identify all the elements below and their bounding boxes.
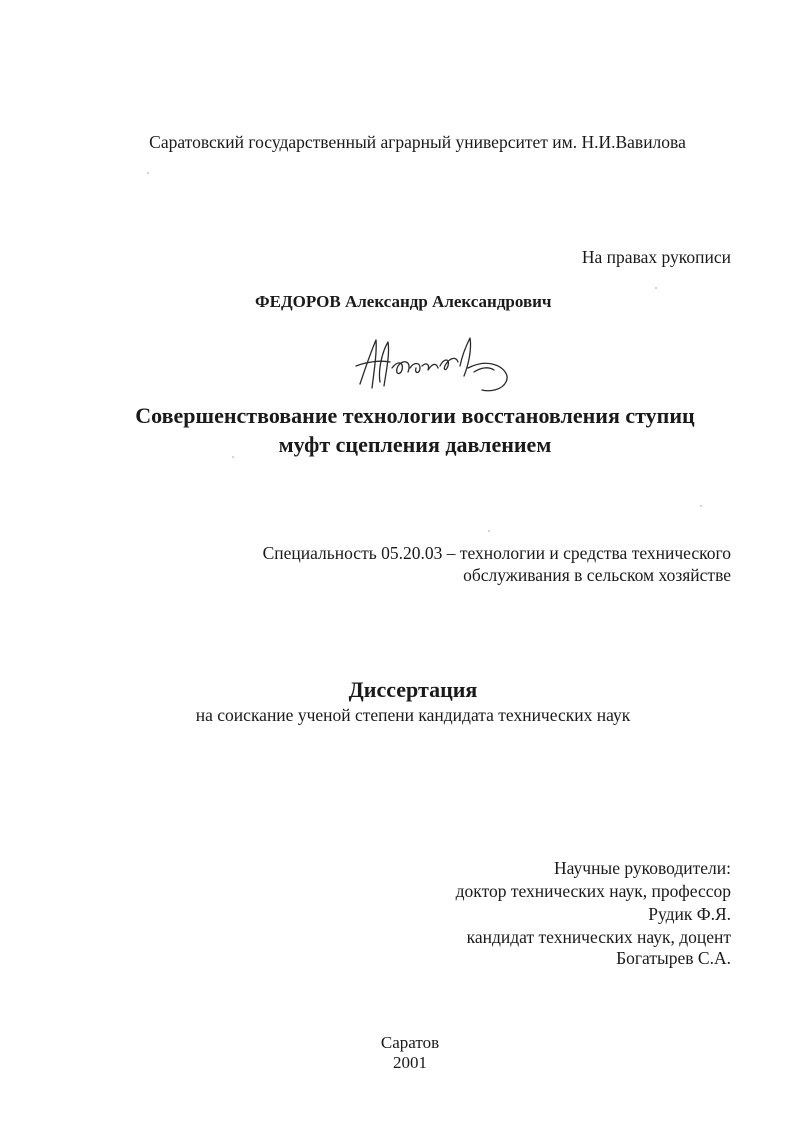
work-type: Диссертация	[348, 677, 478, 702]
supervisor-2-name: Богатырев С.А.	[616, 948, 731, 968]
year: 2001	[393, 1053, 427, 1072]
scan-speck	[655, 287, 657, 289]
dissertation-title-line-1: Совершенствование технологии восстановления ступиц	[135, 403, 695, 428]
city: Саратов	[380, 1033, 440, 1052]
university-name: Саратовский государственный аграрный университет им. Н.И.Вавилова	[149, 132, 686, 152]
author-name: ФЕДОРОВ Александр Александрович	[255, 292, 552, 311]
dissertation-title-line-2: муфт сцепления давлением	[278, 432, 552, 457]
supervisor-2-title: кандидат технических наук, доцент	[466, 927, 731, 947]
scan-speck	[232, 456, 234, 458]
supervisors-heading: Научные руководители:	[554, 858, 731, 878]
supervisor-1-name: Рудик Ф.Я.	[648, 904, 731, 924]
handwritten-signature	[350, 332, 525, 394]
rights-note: На правах рукописи	[581, 247, 731, 267]
specialty-line-1: Специальность 05.20.03 – технологии и средства технического	[262, 543, 731, 563]
scan-speck	[488, 530, 490, 532]
supervisor-1-title: доктор технических наук, профессор	[455, 881, 731, 901]
scan-speck	[147, 172, 149, 174]
scan-speck	[700, 505, 702, 507]
specialty-line-2: обслуживания в сельском хозяйстве	[463, 565, 731, 585]
degree-description: на соискание ученой степени кандидата технических наук	[195, 705, 631, 725]
